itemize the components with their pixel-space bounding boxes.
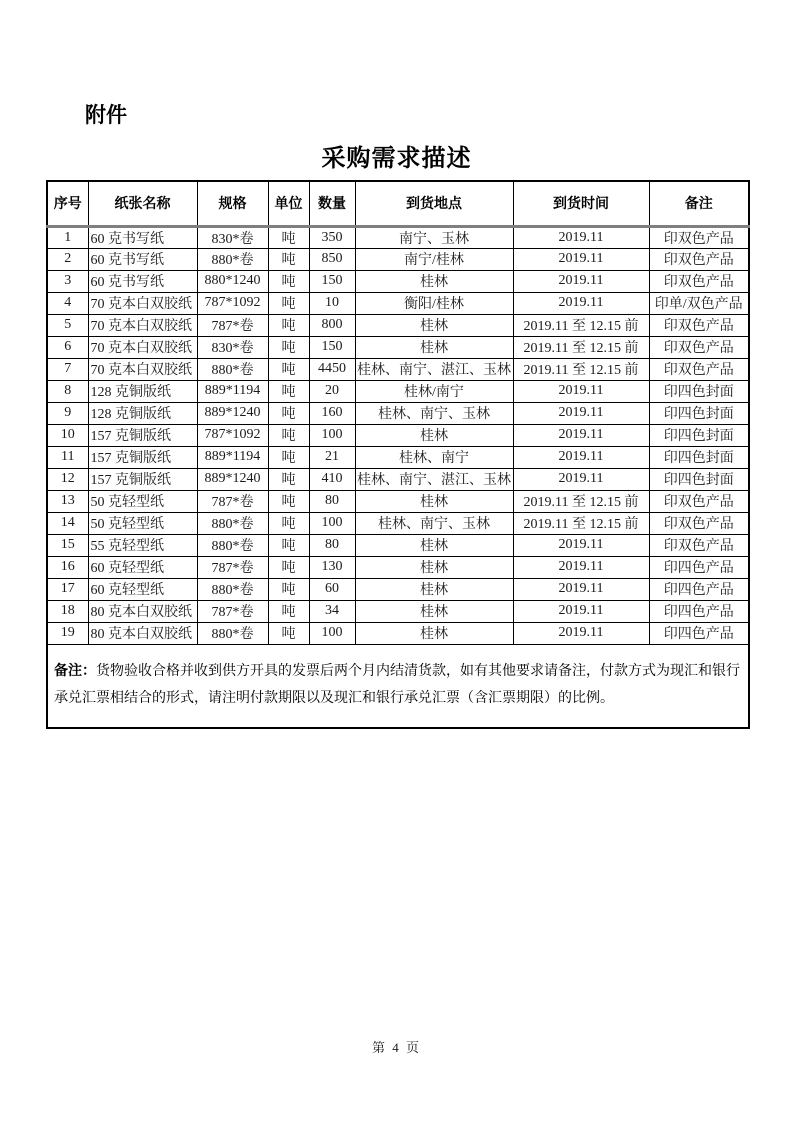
cell-spec: 880*1240 xyxy=(197,270,268,292)
cell-delivery-time: 2019.11 至 12.15 前 xyxy=(513,314,649,336)
cell-index: 6 xyxy=(47,336,88,358)
cell-quantity: 150 xyxy=(309,336,355,358)
cell-quantity: 20 xyxy=(309,380,355,402)
column-header-delivery-time: 到货时间 xyxy=(513,181,649,226)
cell-spec: 889*1194 xyxy=(197,446,268,468)
cell-spec: 880*卷 xyxy=(197,622,268,644)
cell-delivery-time: 2019.11 xyxy=(513,424,649,446)
cell-remarks: 印双色产品 xyxy=(649,512,749,534)
column-header-index: 序号 xyxy=(47,181,88,226)
cell-paper-name: 80 克本白双胶纸 xyxy=(88,600,197,622)
cell-remarks: 印单/双色产品 xyxy=(649,292,749,314)
cell-remarks: 印双色产品 xyxy=(649,358,749,380)
cell-spec: 880*卷 xyxy=(197,248,268,270)
procurement-table xyxy=(46,180,750,729)
cell-delivery-location: 桂林、南宁、湛江、玉林 xyxy=(355,358,513,380)
cell-remarks: 印双色产品 xyxy=(649,336,749,358)
cell-paper-name: 157 克铜版纸 xyxy=(88,446,197,468)
cell-delivery-location: 桂林 xyxy=(355,424,513,446)
cell-quantity: 100 xyxy=(309,512,355,534)
cell-spec: 889*1194 xyxy=(197,380,268,402)
cell-delivery-time: 2019.11 xyxy=(513,468,649,490)
cell-quantity: 21 xyxy=(309,446,355,468)
cell-unit: 吨 xyxy=(268,512,309,534)
cell-unit: 吨 xyxy=(268,468,309,490)
table-row xyxy=(47,248,749,270)
cell-quantity: 60 xyxy=(309,578,355,600)
cell-remarks: 印双色产品 xyxy=(649,226,749,248)
cell-quantity: 160 xyxy=(309,402,355,424)
cell-delivery-location: 桂林、南宁、玉林 xyxy=(355,402,513,424)
cell-unit: 吨 xyxy=(268,600,309,622)
table-row xyxy=(47,534,749,556)
cell-remarks: 印四色封面 xyxy=(649,402,749,424)
cell-delivery-time: 2019.11 xyxy=(513,600,649,622)
cell-spec: 880*卷 xyxy=(197,358,268,380)
cell-unit: 吨 xyxy=(268,556,309,578)
table-row xyxy=(47,314,749,336)
column-header-delivery-location: 到货地点 xyxy=(355,181,513,226)
cell-delivery-location: 桂林 xyxy=(355,490,513,512)
cell-index: 18 xyxy=(47,600,88,622)
cell-unit: 吨 xyxy=(268,534,309,556)
note-label: 备注： xyxy=(54,661,96,678)
cell-delivery-location: 桂林、南宁 xyxy=(355,446,513,468)
cell-remarks: 印四色封面 xyxy=(649,446,749,468)
cell-index: 7 xyxy=(47,358,88,380)
cell-quantity: 80 xyxy=(309,490,355,512)
cell-delivery-time: 2019.11 至 12.15 前 xyxy=(513,336,649,358)
cell-paper-name: 60 克轻型纸 xyxy=(88,578,197,600)
cell-unit: 吨 xyxy=(268,446,309,468)
cell-spec: 787*卷 xyxy=(197,490,268,512)
cell-delivery-time: 2019.11 xyxy=(513,226,649,248)
cell-delivery-time: 2019.11 xyxy=(513,556,649,578)
cell-index: 9 xyxy=(47,402,88,424)
cell-delivery-time: 2019.11 至 12.15 前 xyxy=(513,490,649,512)
cell-index: 12 xyxy=(47,468,88,490)
cell-quantity: 80 xyxy=(309,534,355,556)
cell-remarks: 印双色产品 xyxy=(649,534,749,556)
cell-quantity: 130 xyxy=(309,556,355,578)
cell-delivery-location: 桂林 xyxy=(355,578,513,600)
table-row xyxy=(47,336,749,358)
cell-spec: 787*1092 xyxy=(197,424,268,446)
cell-spec: 830*卷 xyxy=(197,226,268,248)
cell-remarks: 印四色产品 xyxy=(649,578,749,600)
table-row xyxy=(47,270,749,292)
cell-quantity: 4450 xyxy=(309,358,355,380)
cell-delivery-time: 2019.11 xyxy=(513,446,649,468)
cell-paper-name: 50 克轻型纸 xyxy=(88,490,197,512)
cell-quantity: 100 xyxy=(309,622,355,644)
cell-index: 5 xyxy=(47,314,88,336)
cell-paper-name: 60 克书写纸 xyxy=(88,248,197,270)
cell-delivery-location: 桂林 xyxy=(355,270,513,292)
cell-delivery-location: 南宁、玉林 xyxy=(355,226,513,248)
cell-spec: 880*卷 xyxy=(197,534,268,556)
cell-delivery-location: 桂林/南宁 xyxy=(355,380,513,402)
cell-delivery-time: 2019.11 xyxy=(513,270,649,292)
cell-spec: 830*卷 xyxy=(197,336,268,358)
cell-spec: 880*卷 xyxy=(197,512,268,534)
table-row xyxy=(47,600,749,622)
cell-index: 1 xyxy=(47,226,88,248)
column-header-paper-name: 纸张名称 xyxy=(88,181,197,226)
cell-index: 2 xyxy=(47,248,88,270)
cell-paper-name: 60 克书写纸 xyxy=(88,226,197,248)
cell-index: 14 xyxy=(47,512,88,534)
cell-quantity: 850 xyxy=(309,248,355,270)
cell-remarks: 印双色产品 xyxy=(649,248,749,270)
table-row xyxy=(47,226,749,248)
cell-remarks: 印双色产品 xyxy=(649,490,749,512)
cell-index: 11 xyxy=(47,446,88,468)
cell-unit: 吨 xyxy=(268,380,309,402)
cell-delivery-time: 2019.11 xyxy=(513,534,649,556)
cell-delivery-time: 2019.11 xyxy=(513,402,649,424)
cell-delivery-location: 桂林 xyxy=(355,314,513,336)
cell-quantity: 410 xyxy=(309,468,355,490)
table-row xyxy=(47,468,749,490)
cell-unit: 吨 xyxy=(268,578,309,600)
cell-unit: 吨 xyxy=(268,226,309,248)
cell-spec: 787*卷 xyxy=(197,314,268,336)
table-row xyxy=(47,380,749,402)
cell-delivery-location: 南宁/桂林 xyxy=(355,248,513,270)
cell-quantity: 800 xyxy=(309,314,355,336)
note-row xyxy=(47,644,749,728)
cell-spec: 889*1240 xyxy=(197,468,268,490)
cell-remarks: 印四色封面 xyxy=(649,380,749,402)
cell-index: 4 xyxy=(47,292,88,314)
cell-paper-name: 128 克铜版纸 xyxy=(88,402,197,424)
cell-spec: 880*卷 xyxy=(197,578,268,600)
cell-delivery-time: 2019.11 xyxy=(513,248,649,270)
cell-spec: 889*1240 xyxy=(197,402,268,424)
cell-index: 15 xyxy=(47,534,88,556)
cell-index: 19 xyxy=(47,622,88,644)
note-text: 货物验收合格并收到供方开具的发票后两个月内结清货款，如有其他要求请备注，付款方式为现汇和银行承兑汇票相结合的形式，请注明付款期限以及现汇和银行承兑汇票（含汇票期限）的比例。 xyxy=(54,663,740,706)
cell-index: 10 xyxy=(47,424,88,446)
page-number: 第 4 页 xyxy=(371,1040,421,1055)
cell-delivery-time: 2019.11 xyxy=(513,622,649,644)
cell-index: 13 xyxy=(47,490,88,512)
page-title: 采购需求描述 xyxy=(321,146,472,172)
cell-index: 16 xyxy=(47,556,88,578)
cell-paper-name: 55 克轻型纸 xyxy=(88,534,197,556)
cell-unit: 吨 xyxy=(268,336,309,358)
cell-remarks: 印四色产品 xyxy=(649,600,749,622)
table-row xyxy=(47,556,749,578)
cell-paper-name: 70 克本白双胶纸 xyxy=(88,358,197,380)
cell-delivery-location: 桂林 xyxy=(355,534,513,556)
column-header-remarks: 备注 xyxy=(649,181,749,226)
cell-index: 8 xyxy=(47,380,88,402)
cell-paper-name: 157 克铜版纸 xyxy=(88,424,197,446)
cell-delivery-location: 桂林 xyxy=(355,556,513,578)
column-header-unit: 单位 xyxy=(268,181,309,226)
table-row xyxy=(47,578,749,600)
cell-delivery-time: 2019.11 xyxy=(513,380,649,402)
cell-delivery-time: 2019.11 xyxy=(513,292,649,314)
cell-delivery-time: 2019.11 至 12.15 前 xyxy=(513,512,649,534)
cell-delivery-time: 2019.11 xyxy=(513,578,649,600)
table-body xyxy=(47,226,749,644)
column-header-spec: 规格 xyxy=(197,181,268,226)
table-row xyxy=(47,446,749,468)
cell-spec: 787*卷 xyxy=(197,600,268,622)
cell-delivery-time: 2019.11 至 12.15 前 xyxy=(513,358,649,380)
table-row xyxy=(47,512,749,534)
note-cell xyxy=(47,644,749,728)
cell-unit: 吨 xyxy=(268,270,309,292)
cell-index: 17 xyxy=(47,578,88,600)
cell-unit: 吨 xyxy=(268,424,309,446)
cell-paper-name: 157 克铜版纸 xyxy=(88,468,197,490)
column-header-quantity: 数量 xyxy=(309,181,355,226)
cell-paper-name: 70 克本白双胶纸 xyxy=(88,292,197,314)
cell-delivery-location: 桂林、南宁、玉林 xyxy=(355,512,513,534)
cell-delivery-location: 桂林 xyxy=(355,336,513,358)
cell-unit: 吨 xyxy=(268,622,309,644)
cell-paper-name: 50 克轻型纸 xyxy=(88,512,197,534)
table-row xyxy=(47,402,749,424)
attachment-label: 附件 xyxy=(85,104,127,127)
cell-quantity: 100 xyxy=(309,424,355,446)
table-header-row xyxy=(47,181,749,226)
cell-remarks: 印双色产品 xyxy=(649,270,749,292)
cell-unit: 吨 xyxy=(268,490,309,512)
cell-remarks: 印四色产品 xyxy=(649,556,749,578)
cell-quantity: 350 xyxy=(309,226,355,248)
cell-paper-name: 60 克书写纸 xyxy=(88,270,197,292)
cell-remarks: 印四色封面 xyxy=(649,468,749,490)
cell-spec: 787*卷 xyxy=(197,556,268,578)
table-row xyxy=(47,358,749,380)
cell-delivery-location: 桂林 xyxy=(355,600,513,622)
cell-remarks: 印四色封面 xyxy=(649,424,749,446)
cell-paper-name: 70 克本白双胶纸 xyxy=(88,314,197,336)
cell-unit: 吨 xyxy=(268,248,309,270)
cell-paper-name: 60 克轻型纸 xyxy=(88,556,197,578)
cell-delivery-location: 桂林 xyxy=(355,622,513,644)
cell-delivery-location: 桂林、南宁、湛江、玉林 xyxy=(355,468,513,490)
cell-paper-name: 80 克本白双胶纸 xyxy=(88,622,197,644)
table-row xyxy=(47,424,749,446)
cell-index: 3 xyxy=(47,270,88,292)
cell-delivery-location: 衡阳/桂林 xyxy=(355,292,513,314)
cell-remarks: 印双色产品 xyxy=(649,314,749,336)
cell-unit: 吨 xyxy=(268,292,309,314)
cell-paper-name: 70 克本白双胶纸 xyxy=(88,336,197,358)
cell-paper-name: 128 克铜版纸 xyxy=(88,380,197,402)
cell-spec: 787*1092 xyxy=(197,292,268,314)
cell-quantity: 10 xyxy=(309,292,355,314)
cell-unit: 吨 xyxy=(268,402,309,424)
cell-quantity: 150 xyxy=(309,270,355,292)
cell-remarks: 印四色产品 xyxy=(649,622,749,644)
table-row xyxy=(47,490,749,512)
table-row xyxy=(47,622,749,644)
cell-unit: 吨 xyxy=(268,358,309,380)
table-row xyxy=(47,292,749,314)
cell-quantity: 34 xyxy=(309,600,355,622)
cell-unit: 吨 xyxy=(268,314,309,336)
